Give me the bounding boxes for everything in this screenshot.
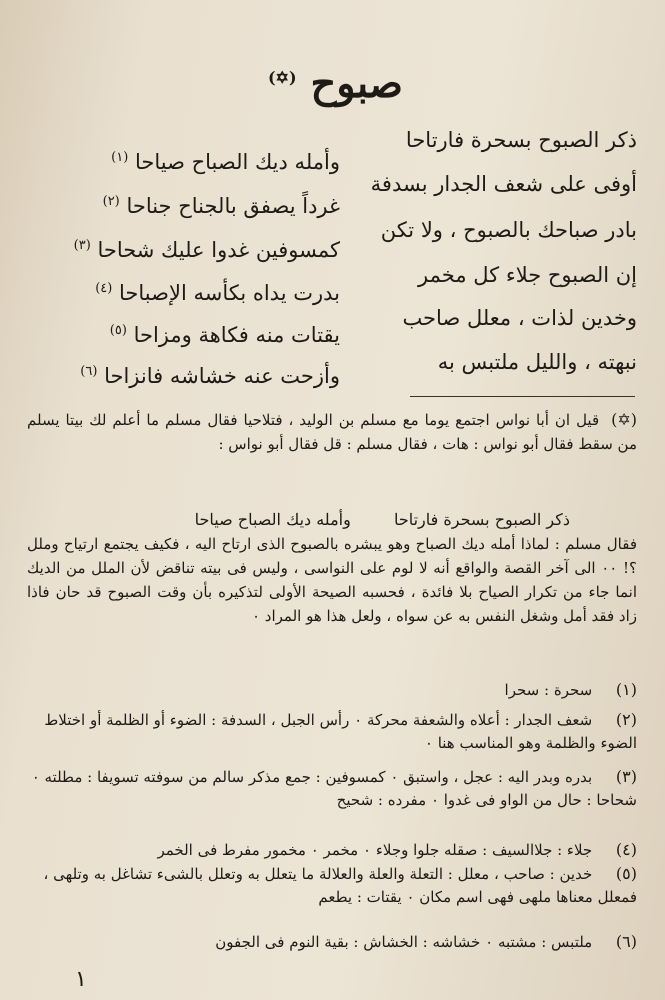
note-marker: (✡) <box>611 410 637 429</box>
note-quote-verse <box>157 510 570 529</box>
footnote-number: (٤) <box>615 840 637 859</box>
footnote <box>27 862 637 909</box>
poem-line-number: (٣) <box>73 238 91 253</box>
poem-hemistich: غرداً يصفق بالجناح جناحا <box>126 194 340 218</box>
title-text: صبوح <box>310 60 403 107</box>
footnote-number: (٥) <box>615 864 637 883</box>
poem-line-right: أوفى على شعف الجدار بسدفة <box>370 172 637 196</box>
poem-hemistich: يقتات منه فكاهة ومزاحا <box>133 323 340 347</box>
poem-title <box>0 60 665 107</box>
footnote <box>27 765 637 812</box>
poem-line-left <box>20 150 340 175</box>
poem-line-left <box>20 281 340 306</box>
footnote-number: (٣) <box>615 767 637 786</box>
poem-line-left <box>20 238 340 263</box>
poem-line-number: (٤) <box>95 281 113 296</box>
footnote-number: (٦) <box>615 932 637 951</box>
anecdote-note <box>27 408 637 456</box>
note-intro: قيل ان أبا نواس اجتمع يوما مع مسلم بن الوليد ، فتلاحيا فقال مسلم ما أعلم لك بيتا يسلم من سقط فقال أبو نواس : هات ، فقال مسلم : قل فقال أبو نواس : <box>27 411 637 453</box>
footnote-number: (١) <box>615 680 637 699</box>
poem-line-number: (١) <box>111 150 129 165</box>
footnote-text: جلاء : جلاالسيف : صقله جلوا وجلاء ٠ مخمر ٠ مخمور مفرط فى الخمر <box>157 841 593 859</box>
poem-line-right: إن الصبوح جلاء كل مخمر <box>418 263 637 287</box>
footnote-number: (٢) <box>615 710 637 729</box>
footnote <box>27 838 637 862</box>
poem-line-number: (٢) <box>102 194 120 209</box>
poem-line-number: (٥) <box>109 323 127 338</box>
poem-line-number: (٦) <box>80 364 98 379</box>
poem-line-left <box>20 364 340 389</box>
poem-line-right: ذكر الصبوح بسحرة فارتاحا <box>405 128 637 152</box>
footnote-text: بدره وبدر اليه : عجل ، واستبق ٠ كمسوفين : جمع مذكر سالم من سوفته تسويفا : مطلته ٠ شحاحا : حال من الواو فى غدوا ٠ مفرده : شحيح <box>31 768 637 809</box>
poem-hemistich: كمسوفين غدوا عليك شحاحا <box>97 238 340 262</box>
footnote-text: ملتبس : مشتبه ٠ خشاشه : الخشاش : بقية النوم فى الجفون <box>215 933 593 951</box>
page-number: ١ <box>75 967 87 992</box>
anecdote-body <box>27 532 637 628</box>
note-quote-second: وأمله ديك الصباح صياحا <box>194 510 351 529</box>
note-body: فقال مسلم : لماذا أمله ديك الصباح وهو يبشره بالصبوح الذى ارتاح اليه ، فكيف يجتمع ارتياح وملل ؟! ٠٠ الى آخر القصة والواقع أنه لا لوم على النواسى ، وليس فى بيته تناقض لأن الملل من الديك انما جاء من تكرار الصياح بلا فائدة ، فحسبه الصيحة الأولى لتذكيره بأن وقت الصبوح قد حان فاذا زاد فقد أمل وشغل النفس به عن سواه ، ولعل هذا هو المراد ٠ <box>27 535 637 625</box>
footnote-divider <box>410 396 635 397</box>
title-marker: (✡) <box>267 67 297 87</box>
poem-line-right: بادر صباحك بالصبوح ، ولا تكن <box>380 218 637 242</box>
poem-line-right: وخدين لذات ، معلل صاحب <box>402 306 637 330</box>
footnote <box>27 708 637 755</box>
poem-line-left <box>20 323 340 348</box>
poem-line-right: نبهته ، والليل ملتبس به <box>437 350 637 374</box>
poem-hemistich: بدرت يداه بكأسه الإصباحا <box>119 281 340 305</box>
poem-line-left <box>20 194 340 219</box>
footnote <box>27 930 637 954</box>
poem-hemistich: وأزحت عنه خشاشه فانزاحا <box>104 364 340 388</box>
footnote <box>27 678 637 702</box>
footnote-text: سحرة : سحرا <box>504 681 593 699</box>
note-quote-first: ذكر الصبوح بسحرة فارتاحا <box>393 510 570 529</box>
footnote-text: شعف الجدار : أعلاه والشعفة محركة ٠ رأس الجبل ، السدفة : الضوء أو الظلمة أو اختلاط الضوء والظلمة وهو المناسب هنا ٠ <box>44 711 637 752</box>
poem-hemistich: وأمله ديك الصباح صياحا <box>134 150 340 174</box>
footnote-text: خدين : صاحب ، معلل : التعلة والعلة والعلالة ما يتعلل به وتعلل بالشىء تشاغل به وتلهى ، فمعلل معناها ملهى فهى اسم مكان ٠ يقتات : يطعم <box>43 865 637 906</box>
